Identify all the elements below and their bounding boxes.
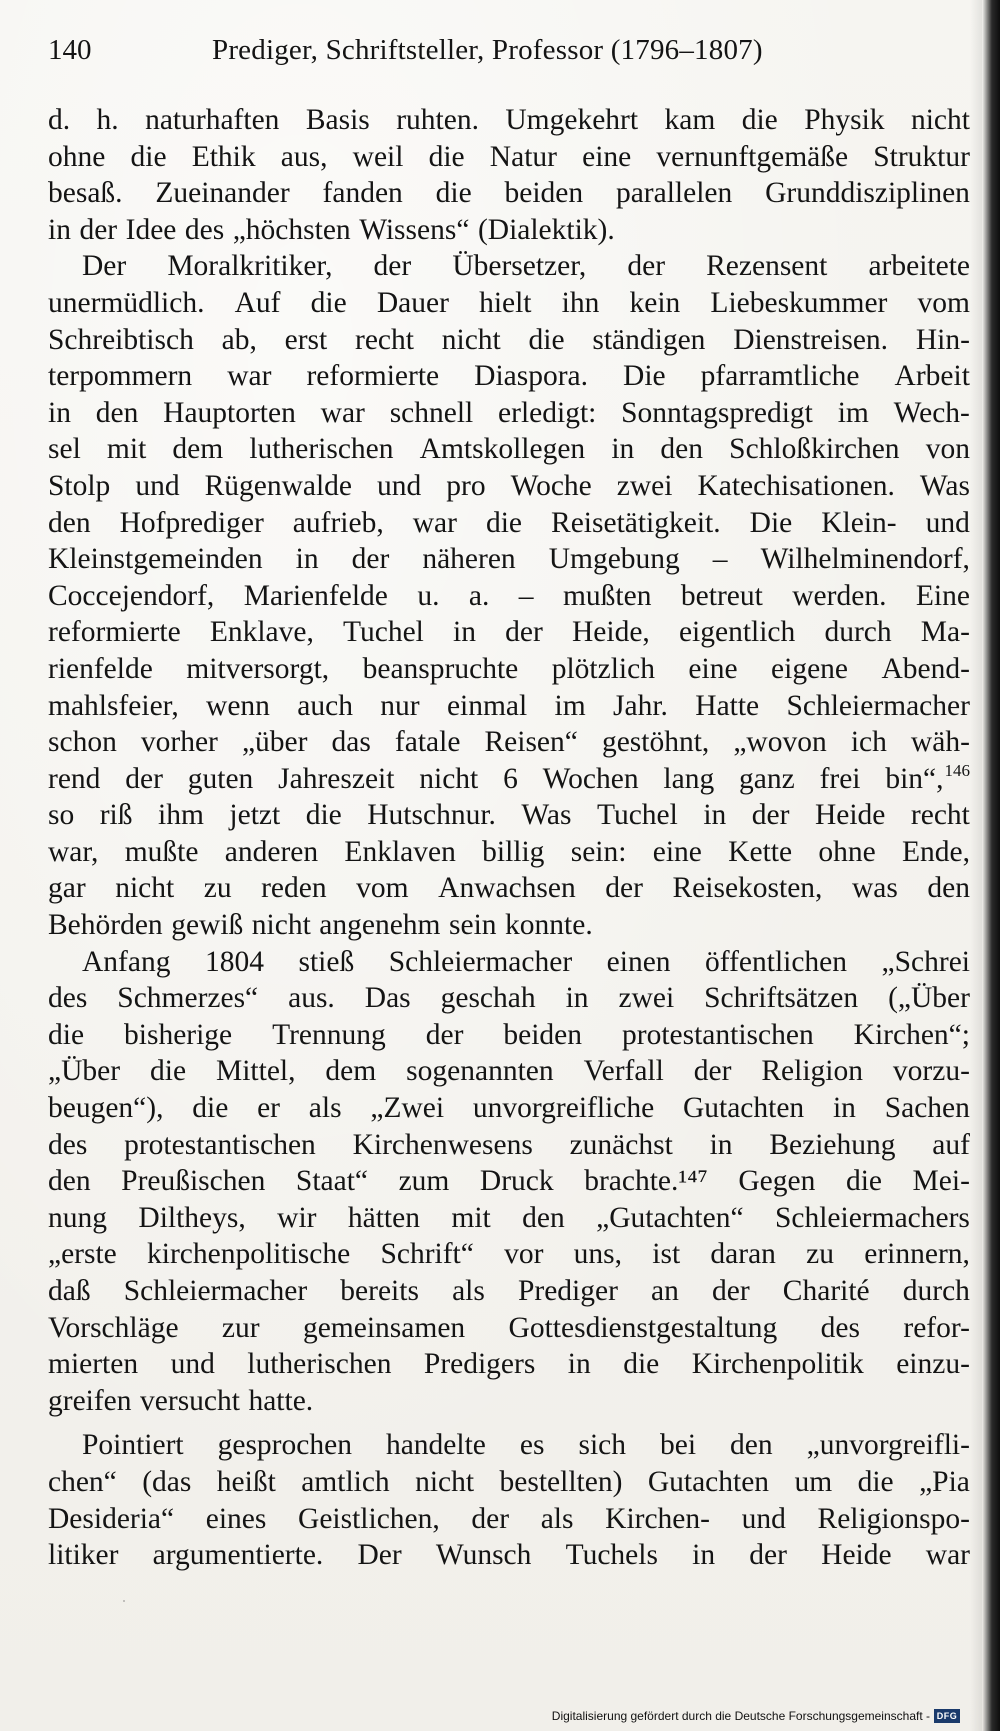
text-line: den Preußischen Staat“ zum Druck brachte.¹⁴⁷ Gegen die Mei-: [48, 1165, 970, 1198]
text-line: Anfang 1804 stieß Schleiermacher einen öffentlichen „Schrei: [82, 945, 970, 978]
text-line: sel mit dem lutherischen Amtskollegen in den Schloßkirchen von: [48, 433, 970, 466]
scan-speck: [118, 1520, 120, 1522]
text-line: daß Schleiermacher bereits als Prediger an der Charité durch: [48, 1275, 970, 1307]
text-line: des protestantischen Kirchenwesens zunächst in Beziehung auf: [48, 1128, 970, 1161]
dfg-logo: DFG: [934, 1709, 960, 1723]
text-line: „erste kirchenpolitische Schrift“ vor uns, ist daran zu erinnern,: [48, 1238, 970, 1271]
text-line: chen“ (das heißt amtlich nicht bestellten) Gutachten um die „Pia: [48, 1465, 970, 1498]
text-line: die bisherige Trennung der beiden protestantischen Kirchen“;: [48, 1018, 970, 1051]
text-line: litiker argumentierte. Der Wunsch Tuchels in der Heide war: [48, 1539, 970, 1572]
running-head: Prediger, Schriftsteller, Professor (1796–1807): [212, 34, 763, 66]
page-edge-shadow: [970, 0, 982, 1731]
text-line: „Über die Mittel, dem sogenannten Verfall der Religion vorzu-: [48, 1055, 970, 1088]
body-text: [48, 102, 970, 1574]
text-line: mahlsfeier, wenn auch nur einmal im Jahr. Hatte Schleiermacher: [48, 689, 970, 722]
footnote-marker: 146: [944, 760, 970, 780]
text-line: so riß ihm jetzt die Hutschnur. Was Tuchel in der Heide recht: [48, 799, 970, 832]
text-line: Schreibtisch ab, erst recht nicht die ständigen Dienstreisen. Hin-: [48, 323, 970, 356]
text-line: Der Moralkritiker, der Übersetzer, der Rezensent arbeitete: [82, 250, 970, 283]
digitization-credit: [552, 1707, 960, 1725]
credit-text: Digitalisierung gefördert durch die Deutsche Forschungsgemeinschaft -: [551, 1709, 930, 1723]
text-line: nung Diltheys, wir hätten mit den „Gutachten“ Schleiermachers: [48, 1201, 970, 1234]
text-line: in den Hauptorten war schnell erledigt: Sonntagspredigt im Wech-: [48, 396, 970, 429]
text-line: gar nicht zu reden vom Anwachsen der Reisekosten, was den: [48, 872, 970, 905]
text-line: Stolp und Rügenwalde und pro Woche zwei Katechisationen. Was: [48, 469, 970, 502]
text-line: reformierte Enklave, Tuchel in der Heide, eigentlich durch Ma-: [48, 616, 970, 649]
text-line: Desideria“ eines Geistlichen, der als Kirchen- und Religionspo-: [48, 1502, 970, 1535]
text-line: den Hofprediger aufrieb, war die Reisetätigkeit. Die Klein- und: [48, 506, 970, 539]
text-line: greifen versucht hatte.: [48, 1384, 314, 1417]
text-line: besaß. Zueinander fanden die beiden parallelen Grunddisziplinen: [48, 177, 970, 210]
text-line: ohne die Ethik aus, weil die Natur eine vernunftgemäße Struktur: [48, 140, 970, 173]
text-line: Behörden gewiß nicht angenehm sein konnte.: [48, 909, 593, 942]
text-line: mierten und lutherischen Predigers in die Kirchenpolitik einzu-: [48, 1348, 970, 1381]
book-spine-edge: [982, 0, 1000, 1731]
page-header: [48, 28, 968, 72]
text-line: des Schmerzes“ aus. Das geschah in zwei Schriftsätzen („Über: [48, 982, 970, 1015]
text-line: Vorschläge zur gemeinsamen Gottesdienstgestaltung des refor-: [48, 1311, 970, 1344]
text-line: in der Idee des „höchsten Wissens“ (Dialektik).: [48, 213, 615, 246]
text-line: Pointiert gesprochen handelte es sich bei den „unvorgreifli-: [82, 1429, 970, 1462]
text-line: d. h. naturhaften Basis ruhten. Umgekehrt kam die Physik nicht: [48, 104, 970, 136]
text-line: rienfelde mitversorgt, beanspruchte plötzlich eine eigene Abend-: [48, 652, 970, 685]
page-number: 140: [48, 34, 92, 66]
text-line: unermüdlich. Auf die Dauer hielt ihn kein Liebeskummer vom: [48, 286, 970, 319]
text-line: rend der guten Jahreszeit nicht 6 Wochen lang ganz frei bin“,$^{146}$: [48, 760, 970, 795]
text-line: war, mußte anderen Enklaven billig sein: eine Kette ohne Ende,: [48, 835, 970, 868]
text-line: Kleinstgemeinden in der näheren Umgebung – Wilhelminendorf,: [48, 543, 970, 576]
text-line: schon vorher „über das fatale Reisen“ gestöhnt, „wovon ich wäh-: [48, 726, 970, 759]
text-line: Coccejendorf, Marienfelde u. a. – mußten betreut werden. Eine: [48, 579, 970, 612]
text-line: terpommern war reformierte Diaspora. Die pfarramtliche Arbeit: [48, 360, 970, 393]
text-line: beugen“), die er als „Zwei unvorgreifliche Gutachten in Sachen: [48, 1092, 970, 1125]
scan-speck: [123, 1600, 125, 1602]
